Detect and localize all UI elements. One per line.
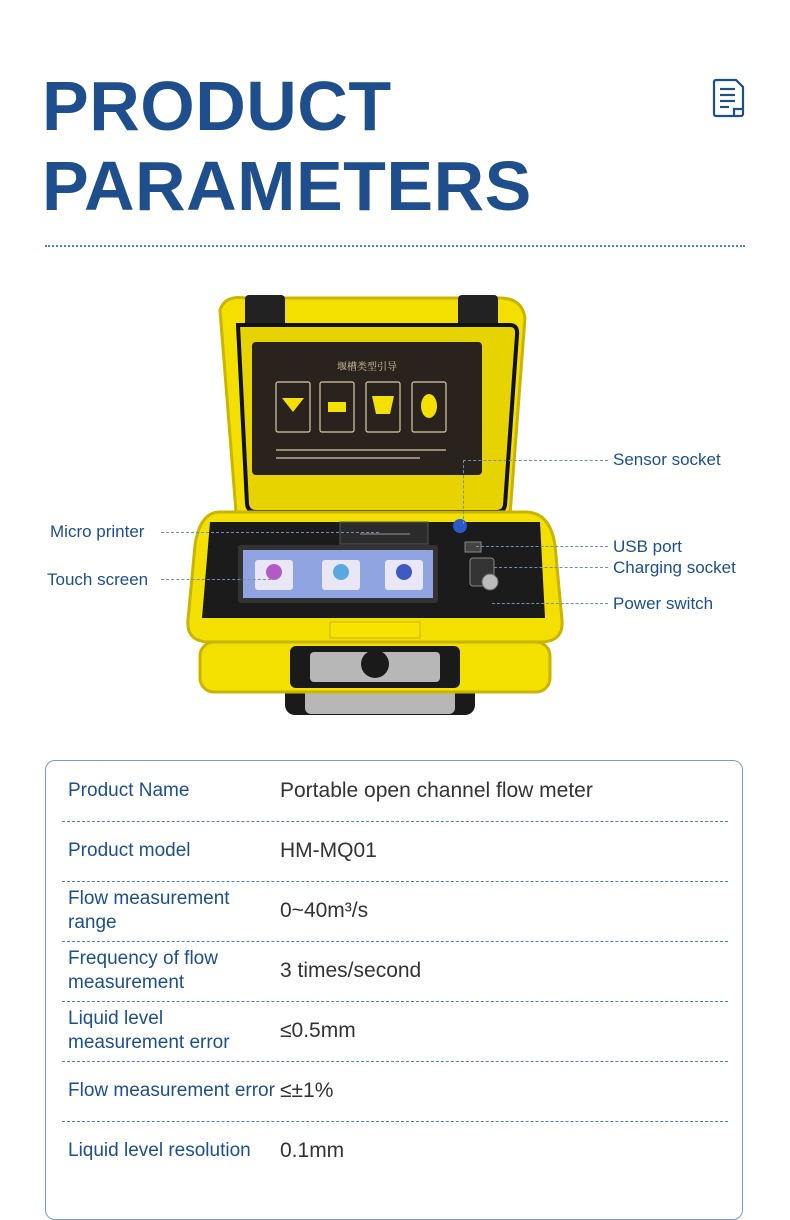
param-value: Portable open channel flow meter [280, 779, 593, 802]
param-label: Product Name [68, 780, 190, 801]
callout-line-micro-printer [161, 532, 379, 533]
callout-vline-sensor-socket [463, 460, 464, 524]
table-row [62, 1061, 728, 1122]
callout-line-touch-screen [161, 579, 276, 580]
callout-power-switch: Power switch [613, 594, 714, 613]
param-value: ≤0.5mm [280, 1019, 356, 1042]
callout-touch-screen: Touch screen [47, 570, 149, 589]
param-value: 3 times/second [280, 959, 422, 982]
param-label: Liquid level resolution [68, 1140, 251, 1161]
callout-line-charging-socket [494, 567, 608, 568]
table-row [62, 941, 728, 1002]
param-value: 0~40m³/s [280, 899, 369, 922]
callout-charging-socket: Charging socket [613, 558, 736, 577]
table-row [62, 821, 728, 882]
page-title [42, 66, 532, 226]
callout-usb-port: USB port [613, 537, 682, 556]
table-row [62, 881, 728, 942]
param-label: Flow measurement range [68, 888, 230, 933]
param-value: ≤±1% [280, 1079, 334, 1102]
table-row [62, 761, 728, 822]
title-line-1: PRODUCT [42, 67, 392, 145]
param-value: 0.1mm [280, 1139, 345, 1162]
callout-line-sensor-socket [463, 460, 608, 461]
panel-title: 堰槽类型引导 [337, 362, 397, 373]
table-row [62, 1121, 728, 1181]
parameter-table [45, 760, 743, 1220]
title-line-2: PARAMETERS [42, 147, 532, 225]
param-label: Product model [68, 840, 191, 861]
callout-line-usb-port [476, 546, 608, 547]
table-row [62, 1001, 728, 1062]
title-divider [45, 245, 745, 247]
document-list-icon [712, 78, 746, 118]
callout-line-power-switch [492, 603, 608, 604]
product-image [180, 290, 570, 720]
callout-sensor-socket: Sensor socket [613, 450, 721, 469]
callout-micro-printer: Micro printer [50, 522, 145, 541]
param-label: Frequency of flow measurement [68, 948, 218, 993]
param-value: HM-MQ01 [280, 839, 377, 862]
param-label: Flow measurement error [68, 1080, 275, 1101]
param-label: Liquid level measurement error [68, 1008, 230, 1053]
